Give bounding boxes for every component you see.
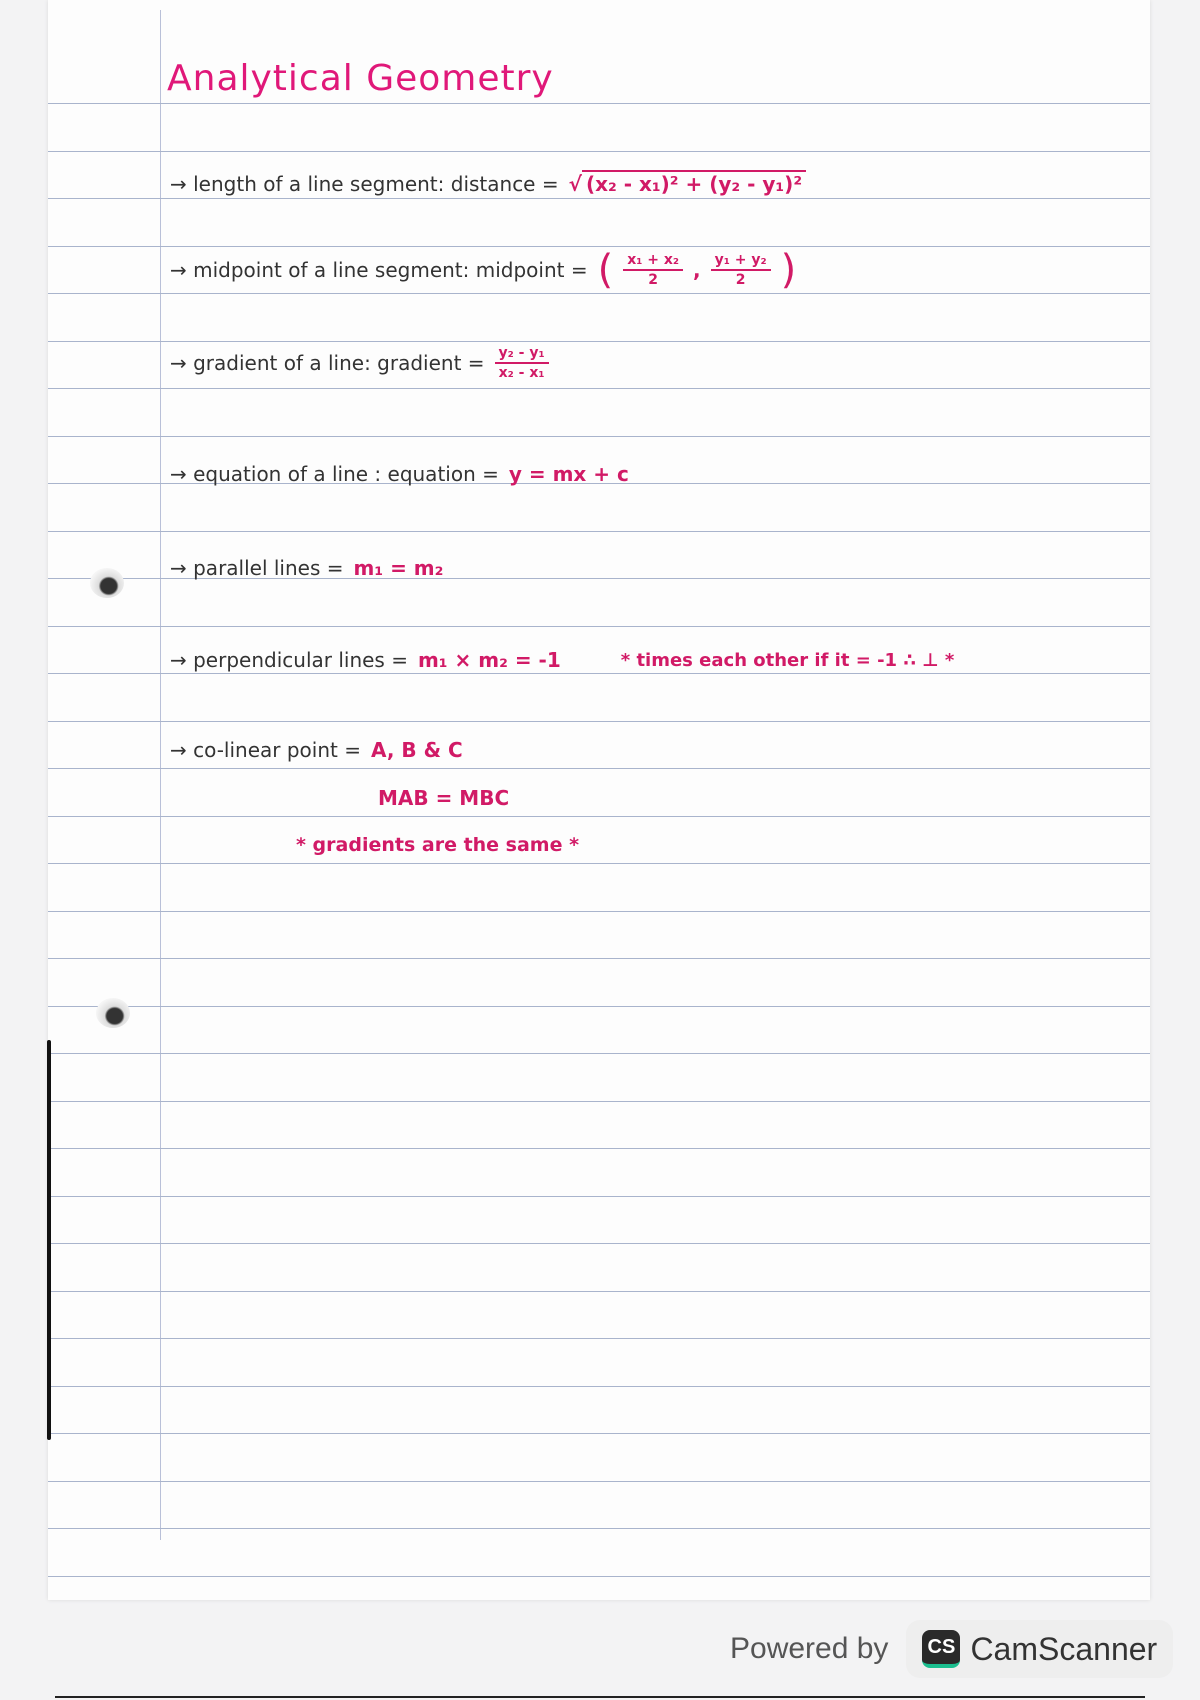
colinear-condition: MAB = MBC	[378, 786, 510, 810]
ruled-line	[48, 721, 1150, 722]
colinear-label: → co-linear point =	[170, 738, 361, 762]
ruled-line	[48, 626, 1150, 627]
colinear-note: * gradients are the same *	[296, 834, 580, 856]
midpoint-line	[170, 247, 797, 293]
length-formula: √ (x₂ - x₁)² + (y₂ - y₁)²	[569, 172, 806, 196]
ruled-line	[48, 341, 1150, 342]
perpendicular-line	[170, 648, 954, 672]
ruled-line	[48, 1291, 1150, 1292]
ruled-line	[48, 1006, 1150, 1007]
ruled-line	[48, 1101, 1150, 1102]
colinear-line	[170, 738, 463, 762]
camscanner-brand: CamScanner	[970, 1630, 1158, 1667]
ruled-line	[48, 863, 1150, 864]
perpendicular-label: → perpendicular lines =	[170, 648, 408, 672]
camscanner-logo-icon: CS	[922, 1630, 960, 1668]
ruled-line	[48, 1528, 1150, 1529]
punch-hole	[96, 998, 130, 1028]
ruled-line	[48, 293, 1150, 294]
ruled-line	[48, 673, 1150, 674]
margin-line	[160, 10, 161, 1540]
parallel-label: → parallel lines =	[170, 556, 344, 580]
ruled-line	[48, 1481, 1150, 1482]
camscanner-badge	[906, 1620, 1173, 1678]
page-title: Analytical Geometry	[167, 58, 554, 99]
ruled-line	[48, 911, 1150, 912]
ruled-line	[48, 1148, 1150, 1149]
parallel-line	[170, 556, 443, 580]
punch-hole	[90, 568, 124, 598]
close-paren: )	[780, 247, 797, 293]
ruled-line	[48, 436, 1150, 437]
bottom-rule	[55, 1696, 1145, 1698]
colinear-points: A, B & C	[371, 738, 463, 762]
camscanner-footer	[730, 1620, 1173, 1678]
length-label: → length of a line segment: distance =	[170, 172, 559, 196]
ruled-line	[48, 103, 1150, 104]
open-paren: (	[597, 247, 614, 293]
ruled-line	[48, 1196, 1150, 1197]
scan-edge-shadow	[47, 1040, 51, 1440]
midpoint-y-fraction: $\frac{\text{y₁ + y₂}}{2}$	[711, 253, 771, 287]
equation-label: → equation of a line : equation =	[170, 462, 499, 486]
gradient-fraction: $\frac{\text{y₂ - y₁}}{\text{x₂ - x₁}}$	[495, 346, 549, 380]
ruled-line	[48, 768, 1150, 769]
ruled-line	[48, 531, 1150, 532]
ruled-line	[48, 1433, 1150, 1434]
ruled-line	[48, 151, 1150, 152]
ruled-line	[48, 1243, 1150, 1244]
perpendicular-note: * times each other if it = -1 ∴ ⊥ *	[620, 649, 955, 671]
ruled-line	[48, 198, 1150, 199]
ruled-line	[48, 388, 1150, 389]
parallel-formula: m₁ = m₂	[353, 556, 444, 580]
gradient-line	[170, 346, 549, 380]
notebook-page	[48, 0, 1150, 1600]
midpoint-label: → midpoint of a line segment: midpoint =	[170, 258, 588, 282]
ruled-line	[48, 816, 1150, 817]
gradient-label: → gradient of a line: gradient =	[170, 351, 485, 375]
ruled-line	[48, 1576, 1150, 1577]
powered-by-text: Powered by	[730, 1632, 889, 1665]
equation-line	[170, 462, 629, 486]
perpendicular-formula: m₁ × m₂ = -1	[417, 648, 561, 672]
comma: ,	[693, 258, 701, 282]
ruled-line	[48, 1053, 1150, 1054]
length-line	[170, 172, 806, 196]
ruled-line	[48, 1338, 1150, 1339]
equation-formula: y = mx + c	[508, 462, 629, 486]
ruled-line	[48, 958, 1150, 959]
ruled-line	[48, 1386, 1150, 1387]
midpoint-x-fraction: $\frac{\text{x₁ + x₂}}{2}$	[623, 253, 683, 287]
